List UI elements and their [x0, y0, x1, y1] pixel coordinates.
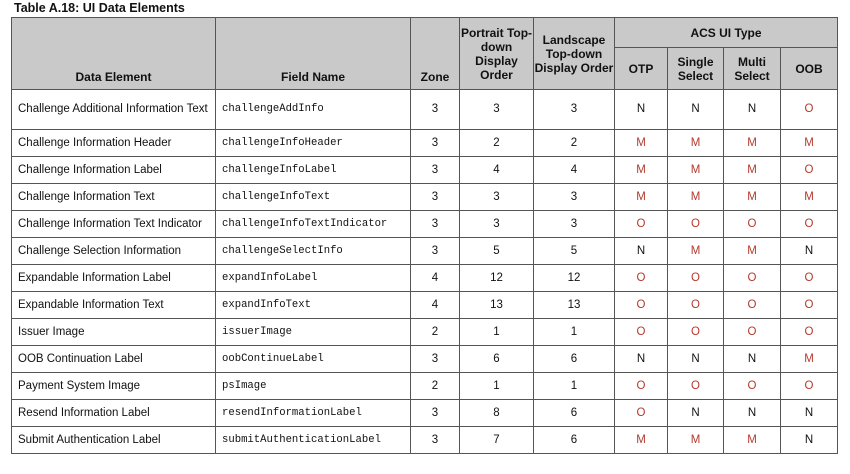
- table-caption: Table A.18: UI Data Elements: [14, 1, 185, 15]
- cell-zone: 3: [411, 400, 460, 427]
- cell-oob: O: [781, 90, 838, 130]
- cell-landscape-order: 5: [534, 238, 615, 265]
- cell-zone: 2: [411, 373, 460, 400]
- header-zone: Zone: [411, 18, 460, 90]
- cell-landscape-order: 6: [534, 427, 615, 454]
- cell-portrait-order: 13: [460, 292, 534, 319]
- header-single-select: Single Select: [668, 48, 724, 90]
- cell-multi-select: M: [724, 130, 781, 157]
- cell-data-element: Challenge Selection Information: [12, 238, 216, 265]
- header-oob: OOB: [781, 48, 838, 90]
- cell-otp: O: [615, 319, 668, 346]
- cell-otp: M: [615, 427, 668, 454]
- cell-multi-select: O: [724, 373, 781, 400]
- cell-otp: M: [615, 184, 668, 211]
- cell-field-name: challengeInfoHeader: [216, 130, 411, 157]
- cell-multi-select: N: [724, 90, 781, 130]
- cell-zone: 3: [411, 238, 460, 265]
- cell-zone: 3: [411, 157, 460, 184]
- cell-landscape-order: 4: [534, 157, 615, 184]
- table-row: [12, 90, 838, 130]
- table-row: [12, 157, 838, 184]
- cell-otp: N: [615, 346, 668, 373]
- cell-single-select: N: [668, 346, 724, 373]
- cell-data-element: Expandable Information Text: [12, 292, 216, 319]
- cell-landscape-order: 3: [534, 90, 615, 130]
- header-multi-select: Multi Select: [724, 48, 781, 90]
- cell-field-name: challengeInfoTextIndicator: [216, 211, 411, 238]
- cell-landscape-order: 6: [534, 400, 615, 427]
- cell-otp: M: [615, 157, 668, 184]
- cell-multi-select: M: [724, 157, 781, 184]
- cell-portrait-order: 12: [460, 265, 534, 292]
- cell-otp: O: [615, 211, 668, 238]
- cell-single-select: O: [668, 211, 724, 238]
- cell-oob: O: [781, 211, 838, 238]
- cell-field-name: expandInfoText: [216, 292, 411, 319]
- cell-zone: 3: [411, 346, 460, 373]
- table-body: [12, 90, 838, 454]
- cell-multi-select: M: [724, 238, 781, 265]
- header-landscape-order: Landscape Top-down Display Order: [534, 18, 615, 90]
- cell-zone: 3: [411, 184, 460, 211]
- cell-portrait-order: 2: [460, 130, 534, 157]
- cell-landscape-order: 3: [534, 184, 615, 211]
- header-otp: OTP: [615, 48, 668, 90]
- cell-portrait-order: 3: [460, 184, 534, 211]
- cell-portrait-order: 1: [460, 319, 534, 346]
- cell-field-name: oobContinueLabel: [216, 346, 411, 373]
- header-portrait-order: Portrait Top-down Display Order: [460, 18, 534, 90]
- cell-portrait-order: 3: [460, 90, 534, 130]
- cell-field-name: challengeSelectInfo: [216, 238, 411, 265]
- cell-multi-select: O: [724, 211, 781, 238]
- cell-single-select: N: [668, 90, 724, 130]
- cell-portrait-order: 3: [460, 211, 534, 238]
- table-row: [12, 427, 838, 454]
- cell-oob: N: [781, 400, 838, 427]
- cell-oob: O: [781, 373, 838, 400]
- cell-multi-select: M: [724, 184, 781, 211]
- cell-field-name: challengeInfoText: [216, 184, 411, 211]
- cell-otp: O: [615, 400, 668, 427]
- ui-data-elements-table: [11, 17, 838, 454]
- cell-otp: N: [615, 90, 668, 130]
- cell-zone: 3: [411, 90, 460, 130]
- cell-landscape-order: 1: [534, 373, 615, 400]
- cell-landscape-order: 1: [534, 319, 615, 346]
- cell-data-element: Challenge Information Text: [12, 184, 216, 211]
- cell-oob: M: [781, 184, 838, 211]
- table-row: [12, 238, 838, 265]
- cell-zone: 4: [411, 265, 460, 292]
- cell-landscape-order: 2: [534, 130, 615, 157]
- cell-oob: N: [781, 427, 838, 454]
- cell-data-element: Challenge Information Text Indicator: [12, 211, 216, 238]
- cell-multi-select: O: [724, 319, 781, 346]
- cell-field-name: challengeInfoLabel: [216, 157, 411, 184]
- cell-otp: M: [615, 130, 668, 157]
- table-row: [12, 265, 838, 292]
- cell-single-select: M: [668, 130, 724, 157]
- header-acs-ui-type: ACS UI Type: [615, 18, 838, 48]
- cell-field-name: expandInfoLabel: [216, 265, 411, 292]
- cell-otp: O: [615, 265, 668, 292]
- header-field-name: Field Name: [216, 18, 411, 90]
- cell-multi-select: M: [724, 427, 781, 454]
- cell-zone: 2: [411, 319, 460, 346]
- table-row: [12, 211, 838, 238]
- cell-otp: N: [615, 238, 668, 265]
- cell-single-select: M: [668, 184, 724, 211]
- cell-portrait-order: 7: [460, 427, 534, 454]
- cell-oob: O: [781, 157, 838, 184]
- cell-oob: M: [781, 346, 838, 373]
- cell-portrait-order: 1: [460, 373, 534, 400]
- table-row: [12, 373, 838, 400]
- cell-single-select: O: [668, 319, 724, 346]
- table-row: [12, 319, 838, 346]
- cell-single-select: O: [668, 373, 724, 400]
- cell-single-select: M: [668, 238, 724, 265]
- cell-oob: O: [781, 265, 838, 292]
- table-row: [12, 130, 838, 157]
- cell-single-select: M: [668, 157, 724, 184]
- cell-oob: O: [781, 292, 838, 319]
- cell-multi-select: N: [724, 400, 781, 427]
- cell-data-element: Challenge Additional Information Text: [12, 90, 216, 130]
- cell-data-element: Submit Authentication Label: [12, 427, 216, 454]
- table-row: [12, 400, 838, 427]
- cell-portrait-order: 5: [460, 238, 534, 265]
- cell-zone: 3: [411, 427, 460, 454]
- cell-portrait-order: 8: [460, 400, 534, 427]
- cell-field-name: resendInformationLabel: [216, 400, 411, 427]
- header-data-element: Data Element: [12, 18, 216, 90]
- cell-data-element: Issuer Image: [12, 319, 216, 346]
- table-row: [12, 346, 838, 373]
- cell-data-element: Challenge Information Header: [12, 130, 216, 157]
- cell-landscape-order: 6: [534, 346, 615, 373]
- cell-multi-select: O: [724, 292, 781, 319]
- cell-data-element: Resend Information Label: [12, 400, 216, 427]
- cell-data-element: Challenge Information Label: [12, 157, 216, 184]
- cell-field-name: issuerImage: [216, 319, 411, 346]
- cell-landscape-order: 3: [534, 211, 615, 238]
- cell-oob: M: [781, 130, 838, 157]
- cell-landscape-order: 13: [534, 292, 615, 319]
- cell-data-element: Expandable Information Label: [12, 265, 216, 292]
- cell-portrait-order: 4: [460, 157, 534, 184]
- cell-zone: 3: [411, 130, 460, 157]
- cell-oob: N: [781, 238, 838, 265]
- cell-field-name: challengeAddInfo: [216, 90, 411, 130]
- cell-otp: O: [615, 373, 668, 400]
- cell-single-select: M: [668, 427, 724, 454]
- cell-zone: 3: [411, 211, 460, 238]
- cell-otp: O: [615, 292, 668, 319]
- cell-portrait-order: 6: [460, 346, 534, 373]
- cell-field-name: submitAuthenticationLabel: [216, 427, 411, 454]
- cell-field-name: psImage: [216, 373, 411, 400]
- cell-multi-select: O: [724, 265, 781, 292]
- cell-multi-select: N: [724, 346, 781, 373]
- cell-single-select: O: [668, 265, 724, 292]
- table-row: [12, 292, 838, 319]
- cell-single-select: O: [668, 292, 724, 319]
- cell-zone: 4: [411, 292, 460, 319]
- cell-oob: O: [781, 319, 838, 346]
- cell-single-select: N: [668, 400, 724, 427]
- cell-data-element: OOB Continuation Label: [12, 346, 216, 373]
- cell-data-element: Payment System Image: [12, 373, 216, 400]
- cell-landscape-order: 12: [534, 265, 615, 292]
- table-row: [12, 184, 838, 211]
